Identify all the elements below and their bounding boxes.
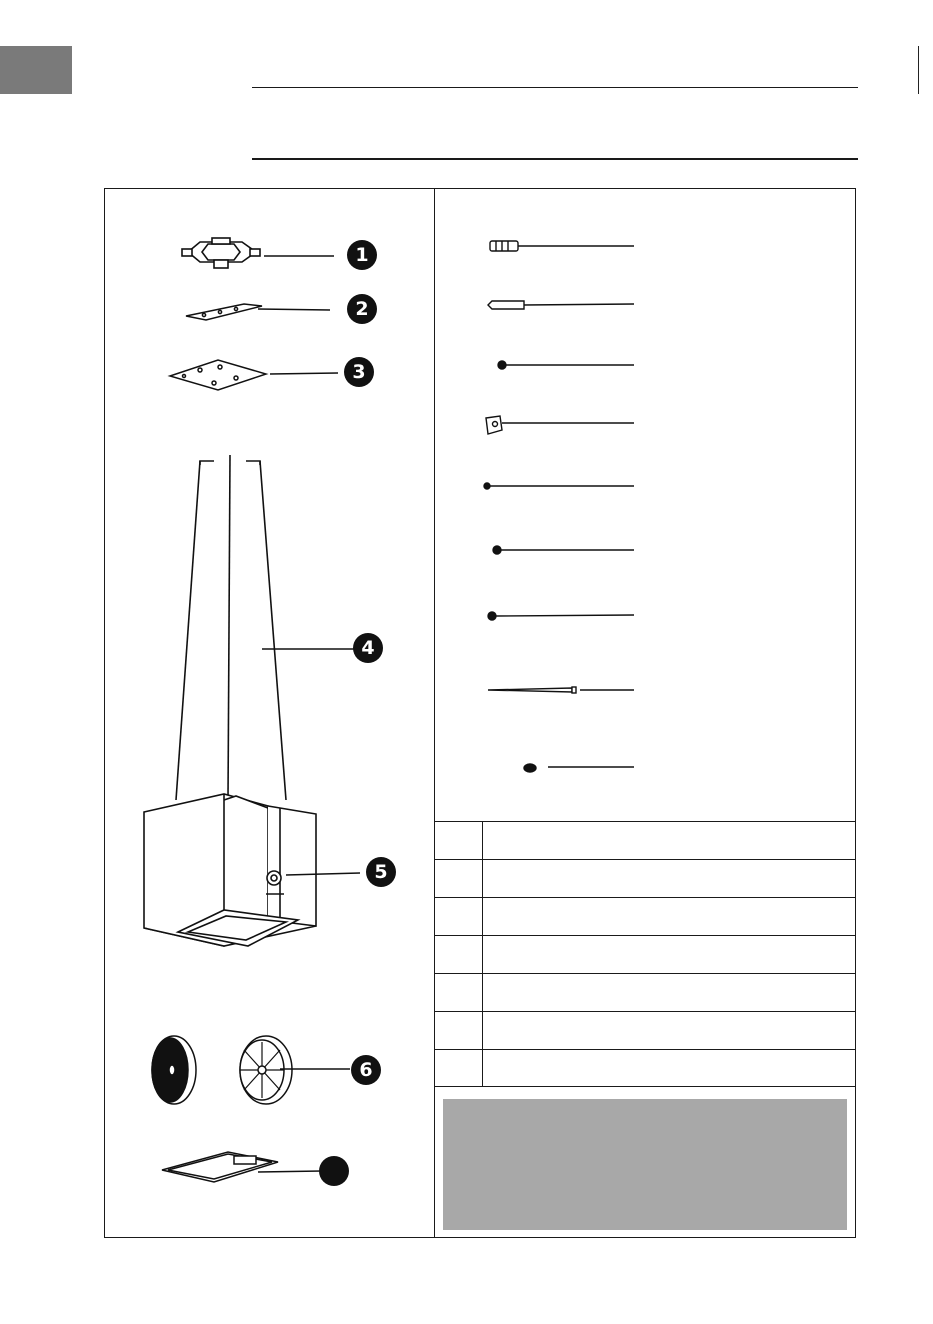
row-description [483,1012,856,1049]
leader-5 [286,872,362,876]
leader-1 [264,255,336,257]
leader-6 [280,1068,352,1070]
row-description [483,822,856,859]
table-row [435,821,856,859]
header-rule-top [252,87,858,88]
mounting-bracket-icon [180,232,270,276]
ceiling-plate-icon [166,358,270,392]
row-number [435,898,483,935]
row-number [435,936,483,973]
leader-7 [258,1170,324,1173]
note-box [443,1099,847,1230]
row-description [483,898,856,935]
part-badge-5: 5 [366,857,396,887]
note-text [443,1099,847,1119]
part-badge-4: 4 [353,633,383,663]
row-description [483,936,856,973]
part-badge-7 [319,1156,349,1186]
carbon-filters-icon [148,1032,298,1108]
row-number [435,860,483,897]
fixing-plate-icon [182,300,266,326]
grease-filter-icon [158,1148,282,1186]
table-row [435,897,856,935]
header-rule-bottom [252,158,858,160]
round-screw-icon [490,543,636,557]
row-description [483,860,856,897]
row-number [435,974,483,1011]
small-screw-icon [496,358,636,372]
leader-4 [262,648,356,650]
parts-table [435,821,856,1087]
long-screw-icon [486,298,636,312]
nut-screw-icon [486,609,636,623]
table-row [435,973,856,1011]
row-description [483,974,856,1011]
page-edge-mark [918,46,919,94]
part-badge-6: 6 [351,1055,381,1085]
long-rod-icon [486,684,636,696]
table-row [435,859,856,897]
table-row [435,1049,856,1087]
wall-plug-icon [488,238,636,254]
row-number [435,1012,483,1049]
row-description [483,1050,856,1086]
cap-icon [522,760,636,774]
part-badge-3: 3 [344,357,374,387]
language-tab [0,46,72,94]
part-badge-1: 1 [347,240,377,270]
part-badge-2: 2 [347,294,377,324]
row-number [435,1050,483,1086]
table-row [435,1011,856,1049]
leader-2 [258,308,332,311]
leader-3 [270,372,340,375]
table-row [435,935,856,973]
square-nut-icon [482,412,636,438]
tiny-screw-icon [482,480,636,492]
chimney-duct-icon [172,455,292,805]
row-number [435,822,483,859]
